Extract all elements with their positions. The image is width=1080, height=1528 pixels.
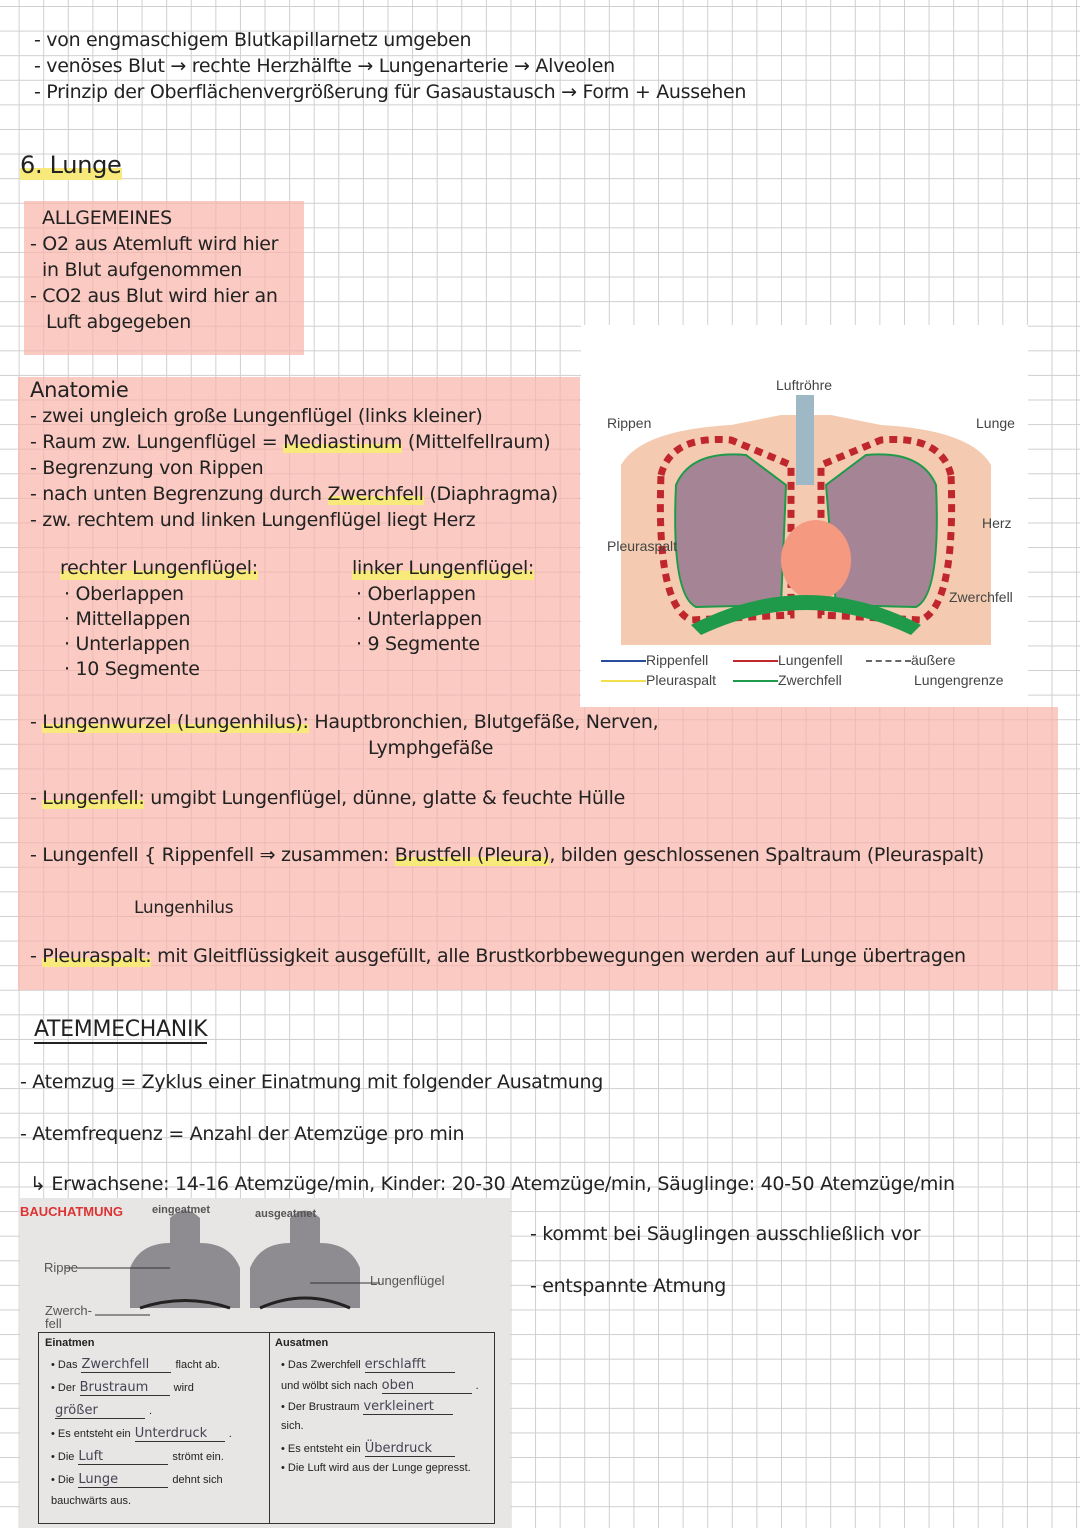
intro-line: - von engmaschigem Blutkapillarnetz umgeben (34, 29, 472, 51)
intro-line: - venöses Blut → rechte Herzhälfte → Lungenarterie → Alveolen (34, 55, 615, 77)
row-text: • Der Brustraum (281, 1401, 360, 1413)
trachea (796, 395, 814, 485)
legend-lungengrenze: Lungengrenze (914, 672, 1004, 688)
note-hilus: Lungenhilus (134, 898, 234, 918)
anatomie-line: - Begrenzung von Rippen (30, 457, 264, 479)
note-lungenwurzel: - Lungenwurzel (Lungenhilus): Hauptbronchien, Blutgefäße, Nerven, (30, 711, 659, 733)
left-lung-item: · Unterlappen (356, 608, 482, 630)
label-lungenfluegel: Lungenflügel (370, 1273, 445, 1288)
worksheet-row (51, 1380, 194, 1396)
atemmechanik-line: - Atemzug = Zyklus einer Einatmung mit folgender Ausatmung (20, 1071, 604, 1093)
section-title: 6. Lunge (20, 151, 122, 179)
label-pleuraspalt: Pleuraspalt (607, 538, 678, 554)
bauchatmung-note: - kommt bei Säuglingen ausschließlich vor (530, 1223, 921, 1245)
filled-answer: Brustraum (80, 1380, 170, 1396)
row-text: bauchwärts aus. (51, 1495, 132, 1507)
left-lung-item: · 9 Segmente (356, 633, 480, 655)
allgemeines-line: - CO2 aus Blut wird hier an (30, 285, 278, 307)
worksheet-row (51, 1403, 152, 1419)
row-text: • Die (51, 1474, 75, 1486)
label-luftroehre: Luftröhre (776, 377, 833, 393)
allgemeines-title: ALLGEMEINES (42, 207, 172, 229)
row-text: dehnt sich (172, 1474, 223, 1486)
bauchatmung-worksheet (20, 1198, 510, 1528)
right-lung-item: · Oberlappen (64, 583, 184, 605)
atemmechanik-line: ↳ Erwachsene: 14-16 Atemzüge/min, Kinder: 20-30 Atemzüge/min, Säuglinge: 40-50 Atemzüge/min (30, 1173, 955, 1195)
label-eingeatmet: eingeatmet (152, 1204, 211, 1216)
row-text: und wölbt sich nach (281, 1380, 378, 1392)
label-zwerchfell: Zwerch-fell (45, 1303, 92, 1331)
worksheet-row (281, 1378, 479, 1394)
row-text: . (228, 1428, 232, 1440)
legend-rippenfell: Rippenfell (601, 652, 708, 668)
row-text: . (475, 1380, 479, 1392)
filled-answer: Überdruck (365, 1441, 455, 1457)
worksheet-row (51, 1426, 232, 1442)
row-text: • Der (51, 1382, 76, 1394)
row-text: • Es entsteht ein (51, 1428, 131, 1440)
legend-zwerchfell: Zwerchfell (733, 672, 842, 688)
intro-line: - Prinzip der Oberflächenvergrößerung für Gasaustausch → Form + Aussehen (34, 81, 747, 103)
filled-answer: Unterdruck (135, 1426, 225, 1442)
row-text: flacht ab. (175, 1359, 221, 1371)
atemmechanik-line: - Atemfrequenz = Anzahl der Atemzüge pro min (20, 1123, 465, 1145)
anatomie-line: - zw. rechtem und linken Lungenflügel liegt Herz (30, 509, 476, 531)
row-text: • Das (51, 1359, 78, 1371)
row-text: • Es entsteht ein (281, 1443, 361, 1455)
lung-figure (581, 325, 1028, 707)
worksheet-row (281, 1462, 471, 1474)
allgemeines-line: in Blut aufgenommen (42, 259, 243, 281)
worksheet-row (51, 1449, 224, 1465)
legend-lungenfell: Lungenfell (733, 652, 843, 668)
right-lung-item: · 10 Segmente (64, 658, 200, 680)
allgemeines-line: - O2 aus Atemluft wird hier (30, 233, 279, 255)
left-lung-item: · Oberlappen (356, 583, 476, 605)
breathing-table (38, 1332, 495, 1524)
label-ausgeatmet: ausgeatmet (255, 1208, 317, 1220)
note-lungenwurzel-cont: Lymphgefäße (368, 737, 494, 759)
worksheet-row (51, 1472, 223, 1488)
note-pleuraspalt: - Pleuraspalt: mit Gleitflüssigkeit ausgefüllt, alle Brustkorbbewegungen werden auf Lunge übertragen (30, 945, 966, 967)
label-zwerchfell: Zwerchfell (949, 589, 1013, 605)
label-rippen: Rippen (607, 415, 652, 431)
worksheet-row (281, 1441, 459, 1457)
left-lung-title: linker Lungenflügel: (352, 557, 535, 579)
bauchatmung-title: BAUCHATMUNG (20, 1204, 124, 1219)
worksheet-row (51, 1495, 131, 1507)
worksheet-row (281, 1357, 459, 1373)
anatomie-title: Anatomie (30, 378, 129, 402)
worksheet-row (281, 1420, 304, 1432)
anatomie-line: - Raum zw. Lungenflügel = Mediastinum (Mittelfellraum) (30, 431, 551, 453)
anatomie-line: - nach unten Begrenzung durch Zwerchfell (Diaphragma) (30, 483, 558, 505)
row-text: sich. (281, 1420, 304, 1432)
legend-pleuraspalt: Pleuraspalt (601, 672, 716, 688)
note-lungenfell: - Lungenfell: umgibt Lungenflügel, dünne, glatte & feuchte Hülle (30, 787, 625, 809)
atemmechanik-title: ATEMMECHANIK (34, 1017, 208, 1042)
note-pleura: - Lungenfell { Rippenfell ⇒ zusammen: Brustfell (Pleura), bilden geschlossenen Spaltraum (Pleuraspalt) (30, 844, 984, 866)
row-text: wird (173, 1382, 194, 1394)
row-text: strömt ein. (172, 1451, 224, 1463)
filled-answer: oben (382, 1378, 472, 1394)
filled-answer: Luft (78, 1449, 168, 1465)
filled-answer: Zwerchfell (81, 1357, 171, 1373)
row-text: • Die (51, 1451, 75, 1463)
label-rippe: Rippe (44, 1260, 78, 1275)
worksheet-row (51, 1357, 220, 1373)
row-text: • Die Luft wird aus der Lunge gepresst. (281, 1462, 471, 1474)
row-text: • Das Zwerchfell (281, 1359, 361, 1371)
filled-answer: Lunge (78, 1472, 168, 1488)
bauchatmung-note: - entspannte Atmung (530, 1275, 727, 1297)
label-herz: Herz (982, 515, 1012, 531)
filled-answer: verkleinert (363, 1399, 453, 1415)
row-text: . (149, 1405, 153, 1417)
filled-answer: größer (55, 1403, 145, 1419)
ausatmen-title: Ausatmen (275, 1337, 329, 1349)
right-lung-item: · Unterlappen (64, 633, 190, 655)
worksheet-row (281, 1399, 457, 1415)
label-lunge: Lunge (976, 415, 1015, 431)
einatmen-title: Einatmen (45, 1337, 95, 1349)
allgemeines-line: Luft abgegeben (46, 311, 191, 333)
filled-answer: erschlafft (365, 1357, 455, 1373)
right-lung-title: rechter Lungenflügel: (60, 557, 258, 579)
right-lung-item: · Mittellappen (64, 608, 191, 630)
legend-aeussere: äußere (866, 652, 955, 668)
heart (781, 520, 851, 600)
anatomie-line: - zwei ungleich große Lungenflügel (links kleiner) (30, 405, 483, 427)
